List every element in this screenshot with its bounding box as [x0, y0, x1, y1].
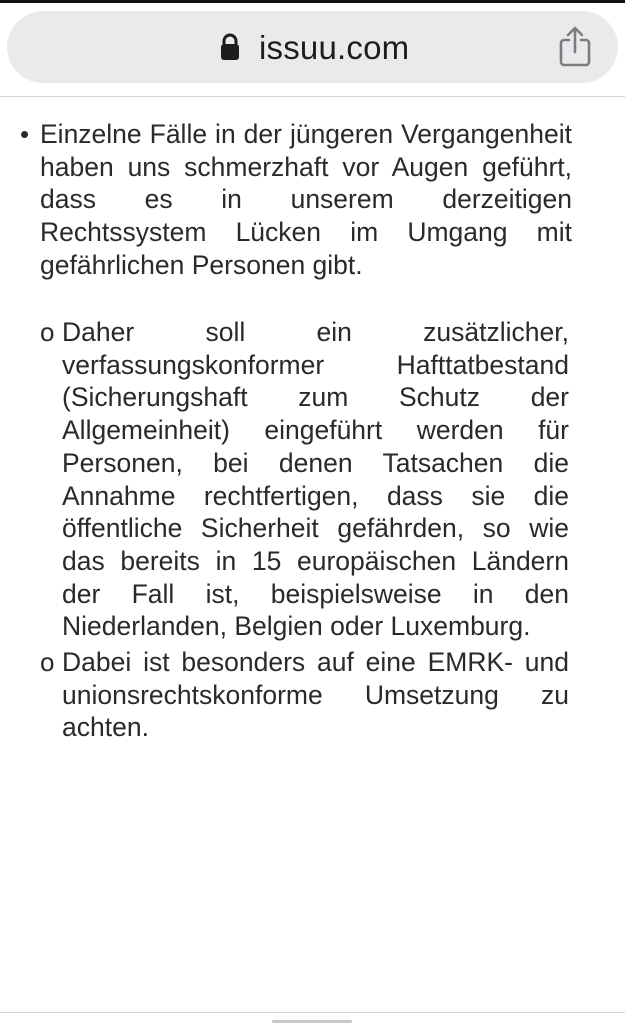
bottom-toolbar-divider	[0, 1012, 625, 1013]
bullet-marker: •	[20, 119, 30, 149]
sub-bullet-marker: o	[40, 317, 55, 347]
address-domain[interactable]: issuu.com	[259, 29, 410, 66]
sub-bullet-item-text: Daher soll ein zusätzlicher, verfassungskonformer Hafttatbestand (Sicherungshaft zum Schutz der Allgemeinheit) eingeführt werden für Personen, bei denen Tatsachen die Annahme rechtfertigen, dass sie die öffentliche Sicherheit gefährden, so wie das bereits in 15 europäischen Ländern der Fall ist, beispielsweise in den Niederlanden, Belgien oder Luxemburg.	[62, 317, 569, 642]
sub-bullet-marker: o	[40, 647, 55, 677]
lock-icon	[220, 33, 240, 61]
toolbar-divider	[0, 96, 625, 97]
status-bar-edge	[0, 0, 625, 3]
bullet-item-text: Einzelne Fälle in der jüngeren Vergangenheit haben uns schmerzhaft vor Augen geführt, dass es in unserem derzeitigen Rechtssystem Lücken im Umgang mit gefährlichen Personen gibt.	[40, 119, 572, 280]
share-icon[interactable]	[557, 26, 593, 68]
sub-bullet-item-text: Dabei ist besonders auf eine EMRK- und unionsrechtskonforme Umsetzung zu achten.	[62, 647, 569, 743]
